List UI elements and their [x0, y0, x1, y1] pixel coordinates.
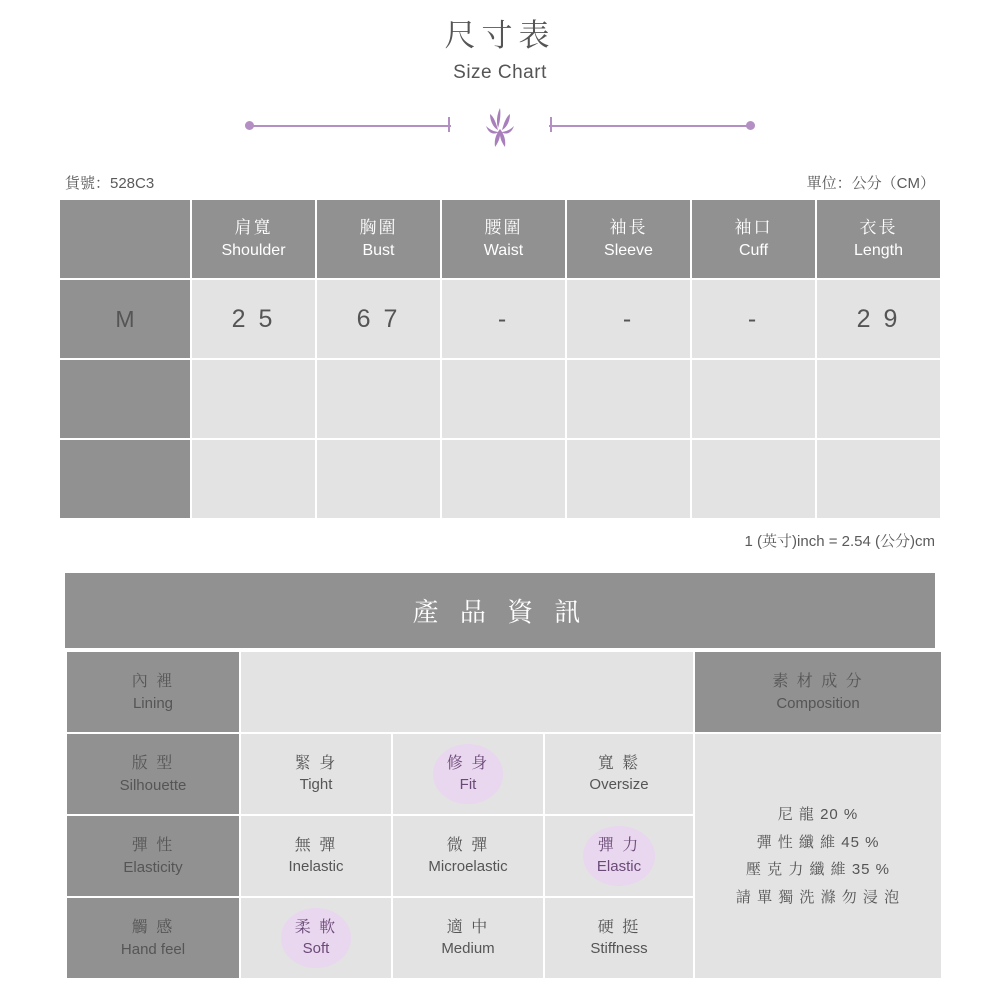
elasticity-option-inelastic-en: Inelastic	[288, 857, 344, 875]
row-header-silhouette-cn: 版 型	[131, 754, 175, 772]
handfeel-option-soft-cell[interactable]	[241, 898, 391, 978]
divider-line-right	[549, 125, 749, 127]
cell-row3-sleeve	[567, 440, 690, 518]
divider-tick-right-icon	[550, 117, 552, 132]
elasticity-option-microelastic[interactable]	[414, 826, 521, 886]
elasticity-option-elastic-cell[interactable]	[545, 816, 693, 896]
silhouette-option-oversize-en: Oversize	[589, 775, 649, 793]
silhouette-option-fit-cn: 修 身	[446, 755, 490, 773]
row-header-handfeel	[67, 898, 239, 978]
handfeel-option-medium-cn: 適 中	[446, 919, 490, 937]
size-label-row2	[60, 360, 190, 438]
elasticity-option-inelastic[interactable]	[274, 826, 357, 886]
size-table-header-row	[60, 200, 940, 278]
row-header-handfeel-cn: 觸 感	[131, 918, 175, 936]
size-label-m: M	[60, 280, 190, 358]
table-row	[60, 360, 940, 438]
item-number-label: 貨號：528C3	[65, 175, 155, 193]
composition-header	[695, 652, 941, 732]
elasticity-option-microelastic-en: Microelastic	[428, 857, 508, 875]
elasticity-option-elastic[interactable]	[583, 826, 655, 886]
elasticity-option-microelastic-cn: 微 彈	[446, 837, 490, 855]
row-header-handfeel-en: Hand feel	[120, 940, 186, 958]
composition-details	[695, 734, 941, 978]
silhouette-option-oversize[interactable]	[575, 744, 662, 804]
cell-row2-length	[817, 360, 940, 438]
cell-row2-bust	[317, 360, 440, 438]
composition-line-1: 尼 龍 20 %	[777, 805, 859, 823]
cell-row2-shoulder	[192, 360, 315, 438]
cell-row3-waist	[442, 440, 565, 518]
table-row	[60, 280, 940, 358]
column-header-cuff	[692, 200, 815, 278]
cell-row3-length	[817, 440, 940, 518]
elasticity-option-microelastic-cell[interactable]	[393, 816, 543, 896]
silhouette-option-fit[interactable]	[433, 744, 503, 804]
divider-tick-left-icon	[448, 117, 450, 132]
column-header-shoulder-en: Shoulder	[221, 241, 286, 259]
cell-row3-bust	[317, 440, 440, 518]
size-table-labels	[65, 172, 935, 192]
table-row	[67, 734, 941, 814]
product-info-table	[65, 650, 943, 980]
column-header-shoulder	[192, 200, 315, 278]
silhouette-option-fit-en: Fit	[459, 775, 477, 793]
row-header-lining-cn: 內 裡	[131, 672, 175, 690]
cell-row2-sleeve	[567, 360, 690, 438]
cell-m-length: 2 9	[817, 280, 940, 358]
handfeel-option-soft-en: Soft	[302, 939, 330, 957]
handfeel-option-stiffness-cn: 硬 挺	[597, 919, 641, 937]
elasticity-option-elastic-cn: 彈 力	[597, 837, 641, 855]
page-header	[0, 0, 1000, 84]
composition-header-en: Composition	[776, 694, 860, 712]
column-header-shoulder-cn: 肩寬	[234, 218, 273, 238]
cell-row2-cuff	[692, 360, 815, 438]
size-table-corner-cell	[60, 200, 190, 278]
column-header-cuff-en: Cuff	[738, 241, 769, 259]
cell-m-bust: 6 7	[317, 280, 440, 358]
product-info-section	[65, 573, 935, 980]
divider-line-left	[251, 125, 451, 127]
handfeel-option-medium-cell[interactable]	[393, 898, 543, 978]
table-row	[60, 440, 940, 518]
handfeel-option-stiffness[interactable]	[576, 908, 661, 968]
composition-header-cn: 素 材 成 分	[772, 672, 864, 690]
row-header-elasticity-cn: 彈 性	[131, 836, 175, 854]
column-header-waist	[442, 200, 565, 278]
column-header-waist-en: Waist	[483, 241, 524, 259]
silhouette-option-tight-cell[interactable]	[241, 734, 391, 814]
handfeel-option-stiffness-en: Stiffness	[590, 939, 648, 957]
cell-row2-waist	[442, 360, 565, 438]
row-header-elasticity	[67, 816, 239, 896]
row-header-lining	[67, 652, 239, 732]
decorative-divider	[245, 102, 755, 150]
silhouette-option-tight-en: Tight	[299, 775, 333, 793]
silhouette-option-tight-cn: 緊 身	[294, 755, 338, 773]
page-title-cn: 尺寸表	[444, 18, 556, 53]
row-header-lining-en: Lining	[132, 694, 174, 712]
product-info-title: 產 品 資 訊	[65, 573, 935, 648]
composition-line-3: 壓 克 力 纖 維 35 %	[745, 861, 891, 879]
column-header-length-en: Length	[854, 241, 903, 259]
cell-row3-cuff	[692, 440, 815, 518]
inch-conversion-note: 1 (英寸)inch = 2.54 (公分)cm	[744, 533, 935, 551]
handfeel-option-soft-cn: 柔 軟	[294, 919, 338, 937]
row-header-silhouette-en: Silhouette	[119, 776, 187, 794]
column-header-length-cn: 衣長	[859, 218, 898, 238]
column-header-sleeve-cn: 袖長	[609, 218, 648, 238]
elasticity-option-elastic-en: Elastic	[596, 857, 642, 875]
cell-row3-shoulder	[192, 440, 315, 518]
handfeel-option-medium-en: Medium	[441, 939, 495, 957]
column-header-sleeve	[567, 200, 690, 278]
column-header-bust-en: Bust	[362, 241, 395, 259]
silhouette-option-tight[interactable]	[281, 744, 351, 804]
column-header-waist-cn: 腰圍	[484, 218, 523, 238]
silhouette-option-oversize-cn: 寬 鬆	[597, 755, 641, 773]
column-header-bust	[317, 200, 440, 278]
table-row	[67, 652, 941, 732]
divider-dot-right-icon	[746, 121, 755, 130]
elasticity-option-inelastic-cell[interactable]	[241, 816, 391, 896]
row-header-silhouette	[67, 734, 239, 814]
column-header-sleeve-en: Sleeve	[604, 241, 653, 259]
unit-label: 單位：公分（CM）	[806, 175, 935, 193]
silhouette-option-oversize-cell[interactable]	[545, 734, 693, 814]
cell-m-shoulder: 2 5	[192, 280, 315, 358]
size-table	[58, 198, 942, 520]
handfeel-option-medium[interactable]	[427, 908, 508, 968]
lining-value-cell	[241, 652, 693, 732]
handfeel-option-stiffness-cell[interactable]	[545, 898, 693, 978]
size-label-row3	[60, 440, 190, 518]
page-title-en: Size Chart	[453, 62, 547, 84]
cell-m-waist: -	[442, 280, 565, 358]
cell-m-sleeve: -	[567, 280, 690, 358]
composition-line-4: 請 單 獨 洗 滌 勿 浸 泡	[735, 889, 901, 907]
row-header-elasticity-en: Elasticity	[123, 858, 183, 876]
composition-line-2: 彈 性 纖 維 45 %	[756, 833, 880, 851]
column-header-cuff-cn: 袖口	[734, 218, 773, 238]
iris-flower-icon	[470, 104, 530, 155]
column-header-length	[817, 200, 940, 278]
column-header-bust-cn: 胸圍	[359, 218, 398, 238]
cell-m-cuff: -	[692, 280, 815, 358]
elasticity-option-inelastic-cn: 無 彈	[294, 837, 338, 855]
silhouette-option-fit-cell[interactable]	[393, 734, 543, 814]
handfeel-option-soft[interactable]	[281, 908, 351, 968]
